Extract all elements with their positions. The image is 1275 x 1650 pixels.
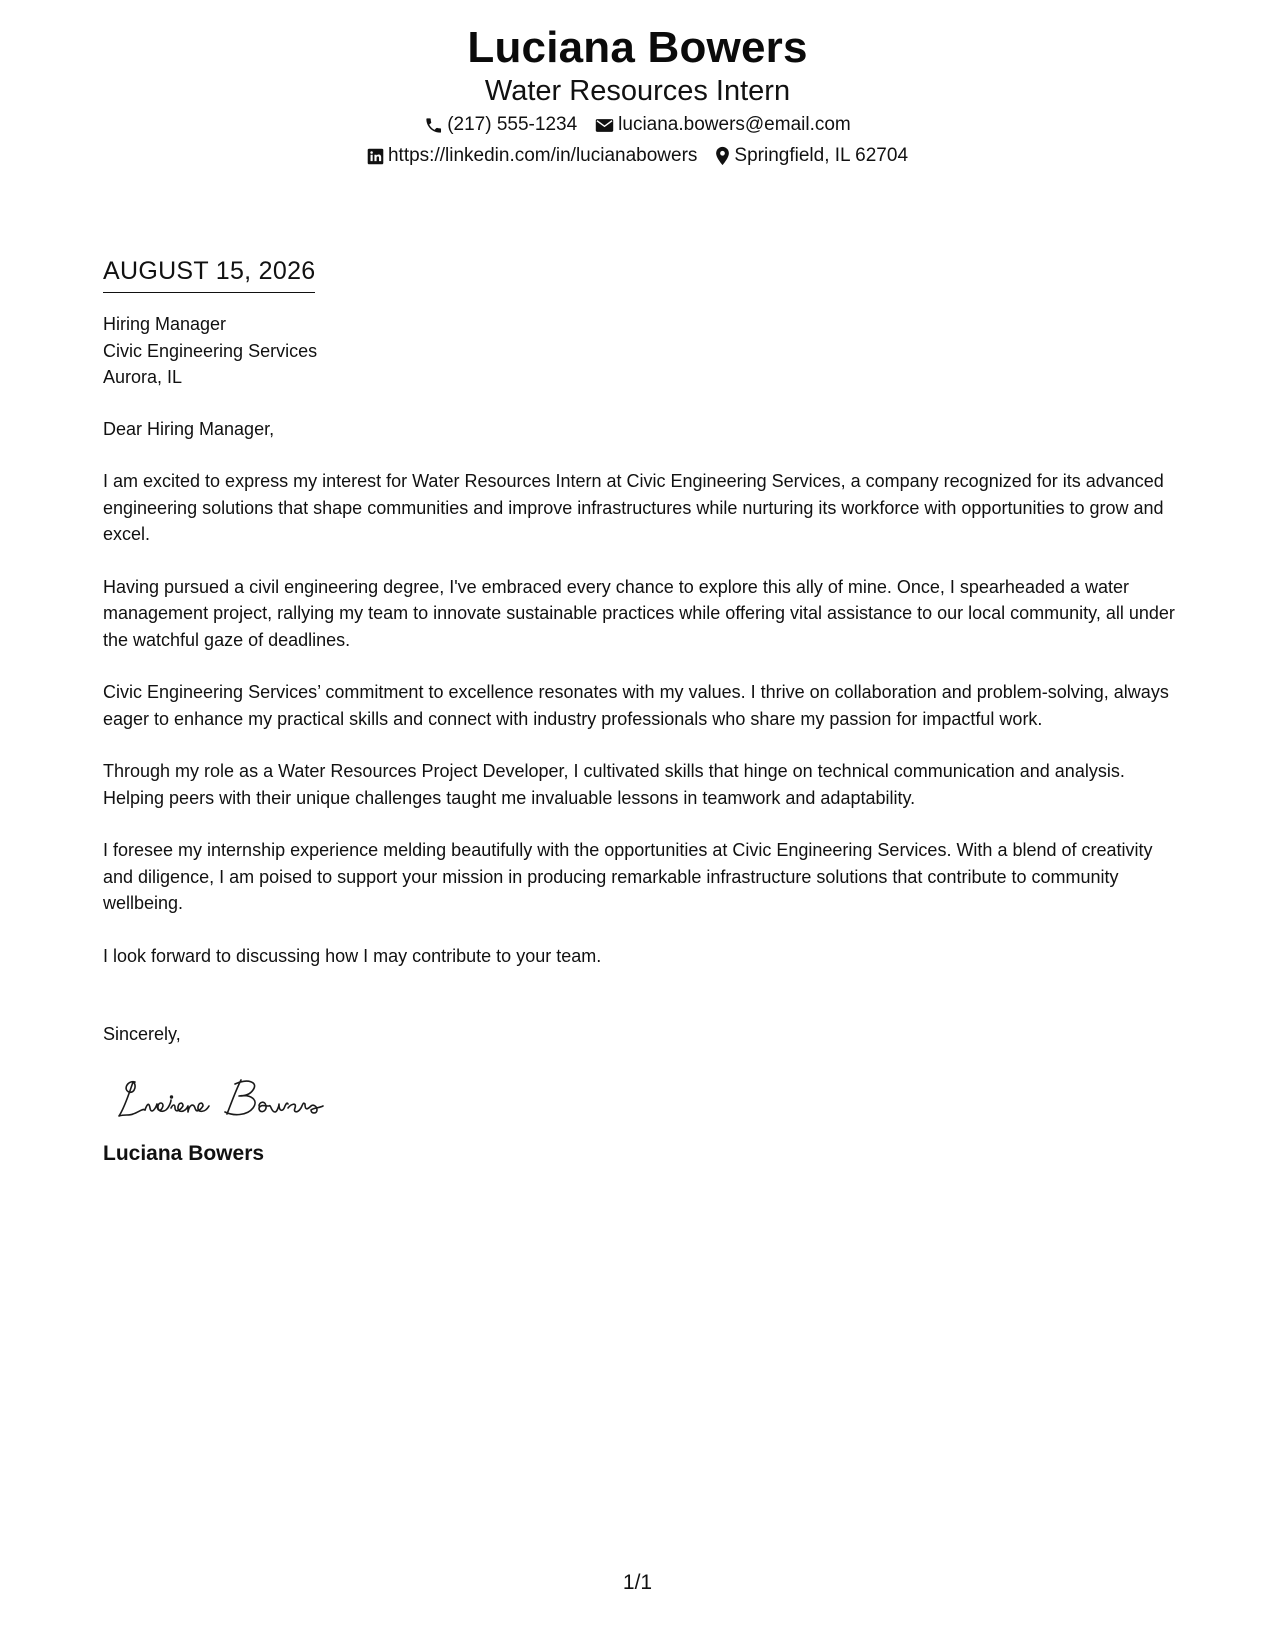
paragraph-4: Through my role as a Water Resources Project Developer, I cultivated skills that hinge on technical communication and analysis. Helping peers with their unique challenges taught me invaluable lessons in teamwork and adaptability.: [103, 761, 1125, 808]
contact-location: [715, 143, 908, 169]
applicant-role: Water Resources Intern: [484, 75, 791, 107]
paragraph-1: I am excited to express my interest for Water Resources Intern at Civic Engineering Services, a company recognized for its advanced engineering solutions that shape communities and improve infrastructures while nurturing its workforce with opportunities to grow and excel.: [103, 471, 1164, 544]
contact-phone: [424, 112, 577, 138]
linkedin-icon: [367, 148, 384, 165]
recipient-block: [103, 311, 1183, 391]
paragraph-3: Civic Engineering Services’ commitment to excellence resonates with my values. I thrive on collaboration and problem-solving, always eager to enhance my practical skills and connect with industry professionals who share my passion for impactful work.: [103, 682, 1169, 729]
recipient-location: Aurora, IL: [103, 367, 183, 387]
map-pin-icon: [715, 146, 730, 166]
linkedin-text: https://linkedin.com/in/lucianabowers: [387, 145, 698, 166]
signer-name: Luciana Bowers: [103, 1141, 265, 1165]
contact-row-2: [0, 143, 1275, 169]
applicant-name: Luciana Bowers: [467, 23, 808, 72]
paragraph-2: Having pursued a civil engineering degree, I've embraced every chance to explore this ally of mine. Once, I spearheaded a water management project, rallying my team to innovate sustainable practices while offering vital assistance to our local community, all under the watchful gaze of deadlines.: [103, 576, 1175, 650]
paragraph-6: I look forward to discussing how I may contribute to your team.: [103, 945, 602, 966]
recipient-title: Hiring Manager: [103, 314, 227, 334]
location-text: Springfield, IL 62704: [734, 145, 909, 166]
paragraph-5: I foresee my internship experience melding beautifully with the opportunities at Civic Engineering Services. With a blend of creativity and diligence, I am poised to support your mission in producing remarkable infrastructure solutions that contribute to community wellbeing.: [103, 840, 1153, 913]
closing: Sincerely,: [103, 1024, 181, 1044]
contact-email[interactable]: [595, 112, 851, 138]
envelope-icon: [595, 117, 614, 134]
recipient-company: Civic Engineering Services: [103, 340, 318, 361]
page-number: 1/1: [622, 1571, 653, 1594]
letter-header: [0, 22, 1275, 169]
email-text: luciana.bowers@email.com: [618, 114, 851, 135]
phone-icon: [424, 116, 443, 135]
phone-text: (217) 555-1234: [447, 114, 578, 135]
contact-linkedin[interactable]: [367, 143, 697, 169]
letter-body: [103, 256, 1183, 1168]
salutation: Dear Hiring Manager,: [103, 418, 275, 439]
handwritten-signature: [113, 1070, 363, 1130]
letter-date: AUGUST 15, 2026: [103, 256, 315, 293]
contact-row-1: [0, 112, 1275, 138]
